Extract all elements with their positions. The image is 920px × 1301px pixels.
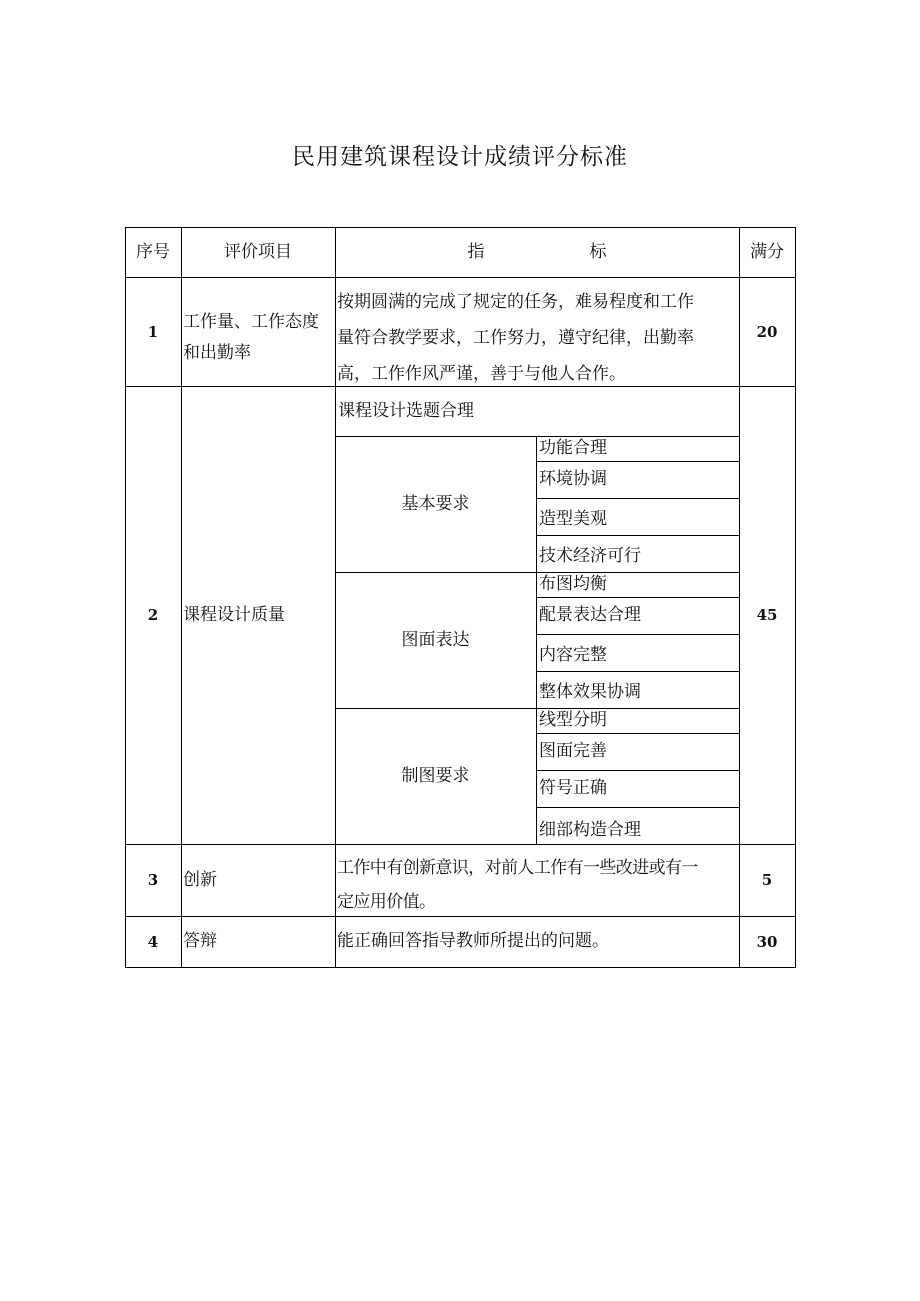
- row-3-desc-line2: 定应用价值。: [337, 892, 436, 912]
- row-1-item-line2: 和出勤率: [183, 343, 251, 363]
- row-1-desc: [335, 277, 739, 386]
- header-item: 评价项目: [224, 241, 292, 262]
- group-drawing-item: 整体效果协调: [539, 682, 641, 703]
- header-score: 满分: [750, 241, 784, 262]
- row-1-seq: 1: [147, 322, 159, 341]
- row-2-topic: 课程设计选题合理: [338, 400, 474, 421]
- row-1-item: [181, 277, 335, 386]
- row-4-seq: 4: [147, 932, 159, 951]
- header-indicator: [335, 227, 739, 277]
- group-draft-item: 细部构造合理: [539, 820, 641, 841]
- page-title: 民用建筑课程设计成绩评分标准: [292, 144, 628, 170]
- row-3-desc-line1: 工作中有创新意识，对前人工作有一些改进或有一: [337, 858, 698, 878]
- group-drawing-item: 内容完整: [539, 645, 607, 666]
- row-4-score: 30: [756, 932, 778, 951]
- row-2-item: 课程设计质量: [183, 604, 285, 625]
- row-4-desc: 能正确回答指导教师所提出的问题。: [337, 931, 609, 952]
- group-drawing-item: 配景表达合理: [539, 605, 641, 626]
- group-draft-item: 线型分明: [539, 710, 607, 731]
- group-basic-name: 基本要求: [401, 493, 470, 514]
- row-4-item: 答辩: [183, 931, 217, 952]
- row-2-score: 45: [756, 606, 778, 624]
- row-1-desc-line1: 按期圆满的完成了规定的任务，难易程度和工作: [337, 292, 694, 312]
- group-basic-item: 造型美观: [539, 509, 607, 530]
- row-3-seq: 3: [147, 871, 159, 889]
- row-1-desc-line2: 量符合教学要求，工作努力，遵守纪律，出勤率: [337, 328, 694, 348]
- group-basic-item: 技术经济可行: [539, 546, 641, 567]
- group-basic-item: 功能合理: [539, 438, 607, 459]
- group-drawing-name: 图面表达: [401, 629, 470, 650]
- header-seq: 序号: [136, 241, 170, 262]
- row-1-score: 20: [756, 322, 778, 341]
- group-draft-item: 图面完善: [539, 741, 607, 762]
- row-1-item-line1: 工作量、工作态度: [183, 312, 319, 332]
- group-draft-name: 制图要求: [401, 765, 470, 786]
- row-3-item: 创新: [183, 869, 217, 890]
- row-2-seq: 2: [147, 606, 159, 624]
- header-indicator-b: 标: [589, 241, 607, 262]
- header-indicator-a: 指: [467, 241, 485, 262]
- row-3-score: 5: [761, 871, 773, 889]
- group-basic-item: 环境协调: [539, 469, 607, 490]
- row-3-desc: [335, 844, 739, 916]
- group-draft-item: 符号正确: [539, 778, 607, 799]
- group-drawing-item: 布图均衡: [539, 574, 607, 595]
- row-1-desc-line3: 高，工作作风严谨，善于与他人合作。: [337, 364, 626, 384]
